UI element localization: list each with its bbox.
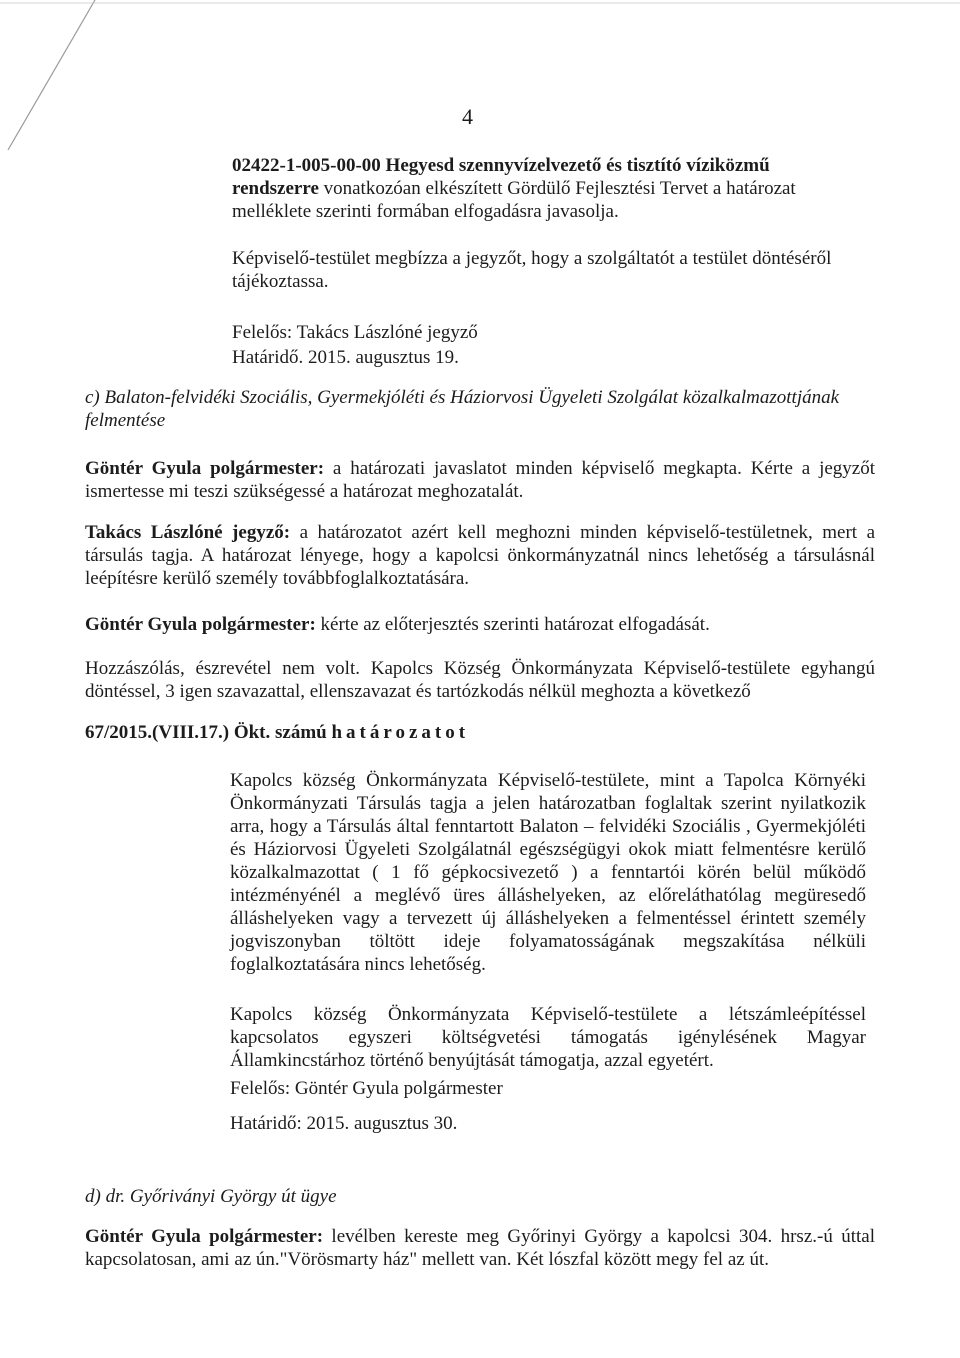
mayor-paragraph-3 [85, 1225, 875, 1271]
resolution-paragraph-2: Kapolcs község Önkormányzata Képviselő-testülete a létszámleépítéssel kapcsolatos egyszeri költségvetési támogatás igénylésének Magyar Államkincstárhoz történő benyújtását támogatja, azzal egyetért. [230, 1004, 866, 1071]
mayor-paragraph-1 [85, 457, 875, 503]
resolution-word: határozatot [331, 722, 470, 743]
mayor-paragraph-2 [85, 613, 875, 636]
intro-paragraph [232, 154, 836, 223]
speaker-name: Göntér Gyula polgármester: [85, 458, 325, 479]
page-number: 4 [462, 104, 473, 129]
speech-text: levélben kereste meg Győrinyi György a kapolcsi 304. hrsz.-ú úttal kapcsolatosan, ami az ún."Vörösmarty ház" mellett van. Két lószfal között megy fel az út. [85, 1226, 875, 1270]
resolution-paragraph-1: Kapolcs község Önkormányzata Képviselő-testülete, mint a Tapolca Környéki Önkormányzati Társulás tagja a jelen határozatban foglaltak szerint nyilatkozik arra, hogy a Társulás által fenntartott Balaton – felvidéki Szociális , Gyermekjóléti és Háziorvosi Ügyeleti Szolgálatnál egészségügyi okok miatt felmentésre kerülő közalkalmazottat ( 1 fő gépkocsivezető ) a fenntartói körén belül működő intézményénél a meglévő üres álláshelyeken, az előreláthatólag megüresedő álláshelyeken vagy a tervezett új álláshelyeken a felmentéssel érintett személy jogviszonyban töltött ideje folyamatosságának megszakítása nélküli foglalkoztatására nincs lehetőség. [230, 770, 866, 975]
responsible-block-2 [230, 1077, 630, 1135]
speaker-name: Göntér Gyula polgármester: [85, 1226, 324, 1247]
speaker-name: Göntér Gyula polgármester: [85, 614, 316, 635]
section-c-title: c) Balaton-felvidéki Szociális, Gyermekjóléti és Háziorvosi Ügyeleti Szolgálat közalkalmazottjának felmentése [85, 387, 840, 431]
responsible-block-1 [232, 321, 632, 369]
speech-text: kérte az előterjesztés szerinti határozat elfogadását. [315, 614, 710, 635]
speaker-name: Takács Lászlóné jegyző: [85, 522, 291, 543]
resolution-heading [85, 721, 785, 744]
responsible-line: Felelős: Göntér Gyula polgármester [230, 1078, 503, 1099]
notary-paragraph [85, 521, 875, 590]
notify-paragraph: Képviselő-testület megbízza a jegyzőt, hogy a szolgáltatót a testület döntéséről tájékoztassa. [232, 248, 832, 292]
section-d-title: d) dr. Győriványi György út ügye [85, 1186, 337, 1207]
speech-text: a határozati javaslatot minden képviselő megkapta. Kérte a jegyzőt ismertesse mi teszi szükségessé a határozat meghozatalát. [85, 458, 875, 502]
deadline-line: Határidő. 2015. augusztus 19. [232, 347, 459, 368]
scan-edge-lines [0, 0, 960, 170]
intro-text: vonatkozóan elkészített Gördülő Fejlesztési Tervet a határozat mellékletе szerinti formában elfogadásra javasolja. [232, 178, 796, 222]
vote-paragraph: Hozzászólás, észrevétel nem volt. Kapolcs Község Önkormányzata Képviselő-testülete egyhangú döntéssel, 3 igen szavazattal, ellenszavazat és tartózkodás nélkül meghozta a következő [85, 658, 875, 702]
intro-bold-subject: 02422-1-005-00-00 Hegyesd szennyvízelvezető és tisztító víziközmű rendszerre [232, 155, 770, 199]
deadline-line: Határidő: 2015. augusztus 30. [230, 1113, 458, 1134]
responsible-line: Felelős: Takács Lászlóné jegyző [232, 322, 478, 343]
resolution-number: 67/2015.(VIII.17.) Ökt. számú [85, 722, 327, 743]
speech-text: a határozatot azért kell meghozni minden képviselő-testületnek, mert a társulás tagja. A határozat lényege, hogy a kapolcsi önkormányzatnál nincs lehetőség a társulásnál leépítésre kerülő személy továbbfoglalkoztatására. [85, 522, 875, 589]
